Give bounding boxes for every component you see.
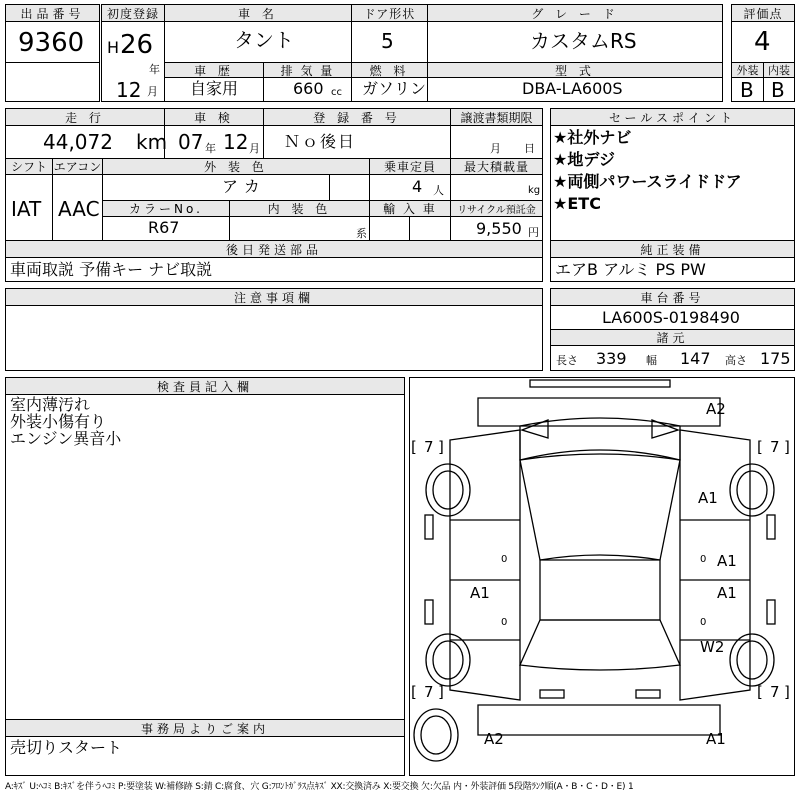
- ac-label: エアコン: [53, 160, 102, 174]
- genuine-value: エアB アルミ PS PW: [555, 260, 706, 279]
- later-parts-label: 後日発送部品: [5, 240, 543, 258]
- color-no-value: R67: [148, 218, 180, 237]
- door-zero: 0: [700, 554, 707, 565]
- capacity-value: 4: [412, 177, 423, 196]
- door-zero: 0: [501, 617, 508, 628]
- width-value: 147: [680, 349, 711, 368]
- tire-depth: 7: [770, 438, 780, 456]
- door-zero: 0: [700, 617, 707, 628]
- displacement-unit: cc: [331, 87, 342, 98]
- shift-value: IAT: [11, 197, 42, 221]
- inspection-month-unit: 月: [249, 142, 260, 155]
- tire-bracket-left: [: [411, 438, 417, 456]
- inspector-line-3: エンジン異音小: [10, 429, 122, 448]
- max-load-label: 最大積載量: [450, 158, 543, 175]
- car-name-label: 車 名: [164, 4, 352, 22]
- damage-mark: A1: [470, 584, 490, 602]
- color-value: アカ: [222, 177, 266, 196]
- inspector-line-1: 室内薄汚れ: [10, 395, 91, 414]
- year-unit: 年: [149, 63, 160, 76]
- later-parts-value: 車両取説 予備キー ナビ取説: [10, 260, 213, 279]
- legend-text: A:ｷｽﾞ U:ﾍｺﾐ B:ｷｽﾞを伴うﾍｺﾐ P:要塗装 W:補修跡 S:錆 C:腐食、穴 G:ﾌﾛﾝﾄｶﾞﾗｽ点ｷｽﾞ XX:交換済み X:要交換 欠:欠品 内・外装評価 5段階ﾗﾝｸ順(A・B・C・D・E) 1: [5, 782, 634, 792]
- exterior-label: 外装: [731, 62, 764, 78]
- color-label: 外 装 色: [102, 158, 370, 175]
- door-zero: 0: [501, 554, 508, 565]
- inspection-label: 車 検: [164, 108, 264, 126]
- tire-bracket-right: ]: [438, 683, 444, 701]
- tire-bracket-right: ]: [438, 438, 444, 456]
- tire-bracket-left: [: [757, 438, 763, 456]
- capacity-unit: 人: [433, 184, 444, 197]
- transfer-label: 譲渡書類期限: [450, 108, 543, 126]
- length-label: 長さ: [556, 354, 578, 367]
- displacement-label: 排 気 量: [263, 62, 352, 78]
- lot-no-value: 9360: [18, 28, 85, 58]
- interior-grade: B: [771, 78, 785, 102]
- transfer-day-unit: 日: [524, 142, 535, 155]
- grade-label: グ レ ー ド: [427, 4, 723, 22]
- model-label: 型 式: [427, 62, 723, 78]
- fuel-label: 燃 料: [351, 62, 428, 78]
- notes-label: 注意事項欄: [5, 288, 543, 306]
- score-value: 4: [754, 27, 771, 57]
- tire-bracket-left: [: [411, 683, 417, 701]
- width-label: 幅: [646, 354, 657, 367]
- inspector-label: 検査員記入欄: [5, 377, 405, 395]
- genuine-label: 純正装備: [550, 240, 795, 258]
- import-label: 輸 入 車: [369, 200, 451, 217]
- sales-points-label: セールスポイント: [550, 108, 795, 126]
- car-name-value: タント: [234, 28, 294, 52]
- plate-label: 登 録 番 号: [263, 108, 451, 126]
- recycle-value: 9,550: [476, 219, 522, 238]
- history-label: 車 歴: [164, 62, 264, 78]
- sales-point-2: ★地デジ: [553, 150, 616, 169]
- chassis-label: 車台番号: [550, 288, 795, 306]
- length-value: 339: [596, 349, 627, 368]
- year-value: 26: [120, 30, 154, 60]
- max-load-unit: kg: [528, 185, 541, 196]
- tire-bracket-right: ]: [784, 438, 790, 456]
- mileage-unit: km: [136, 130, 168, 154]
- shift-label: シフト: [5, 158, 53, 175]
- capacity-label: 乗車定員: [369, 158, 451, 175]
- damage-mark: A1: [698, 489, 718, 507]
- interior-color-unit: 系: [356, 227, 367, 240]
- sales-point-1: ★社外ナビ: [553, 128, 632, 147]
- recycle-unit: 円: [528, 226, 539, 239]
- recycle-label: リサイクル預託金: [450, 200, 543, 217]
- tire-depth: 7: [424, 683, 434, 701]
- month-unit: 月: [147, 85, 158, 98]
- damage-mark: A1: [717, 584, 737, 602]
- interior-color-label: 内 装 色: [229, 200, 370, 217]
- height-label: 高さ: [725, 354, 747, 367]
- inspection-year-unit: 年: [205, 142, 216, 155]
- transfer-month-unit: 月: [490, 142, 501, 155]
- door-value: 5: [381, 29, 394, 53]
- dims-label: 諸元: [550, 329, 795, 346]
- score-label: 評価点: [731, 4, 795, 22]
- height-value: 175: [760, 349, 791, 368]
- inspection-month: 12: [223, 130, 249, 154]
- office-label: 事務局よりご案内: [5, 719, 405, 737]
- damage-mark: A2: [484, 730, 504, 748]
- mileage-value: 44,072: [43, 130, 113, 154]
- history-value: 自家用: [190, 79, 239, 98]
- plate-value: Ｎｏ後日: [284, 132, 357, 151]
- damage-mark: A1: [717, 552, 737, 570]
- month-value: 12: [116, 78, 142, 102]
- grade-value: カスタムRS: [530, 29, 637, 53]
- color-no-label: カラーNo.: [102, 200, 230, 217]
- chassis-number: LA600S-0198490: [602, 308, 740, 327]
- interior-label: 内装: [763, 62, 795, 78]
- first-reg-label: 初度登録: [101, 4, 165, 22]
- inspection-year: 07: [178, 130, 204, 154]
- tire-bracket-right: ]: [784, 683, 790, 701]
- ac-value: AAC: [58, 197, 100, 221]
- inspector-line-2: 外装小傷有り: [10, 412, 107, 431]
- tire-bracket-left: [: [757, 683, 763, 701]
- era-value: H: [107, 38, 120, 57]
- damage-mark: A2: [706, 400, 726, 418]
- damage-mark: A1: [706, 730, 726, 748]
- tire-depth: 7: [770, 683, 780, 701]
- sales-point-4: ★ETC: [553, 194, 601, 213]
- sales-point-3: ★両側パワースライドドア: [553, 172, 742, 191]
- fuel-value: ガソリン: [362, 79, 427, 98]
- damage-mark: W2: [700, 638, 725, 656]
- displacement-value: 660: [293, 79, 324, 98]
- office-value: 売切りスタート: [10, 738, 123, 757]
- model-value: DBA-LA600S: [522, 79, 623, 98]
- mileage-label: 走 行: [5, 108, 165, 126]
- door-label: ドア形状: [351, 4, 428, 22]
- lot-no-label: 出品番号: [5, 4, 100, 22]
- tire-depth: 7: [424, 438, 434, 456]
- exterior-grade: B: [740, 78, 754, 102]
